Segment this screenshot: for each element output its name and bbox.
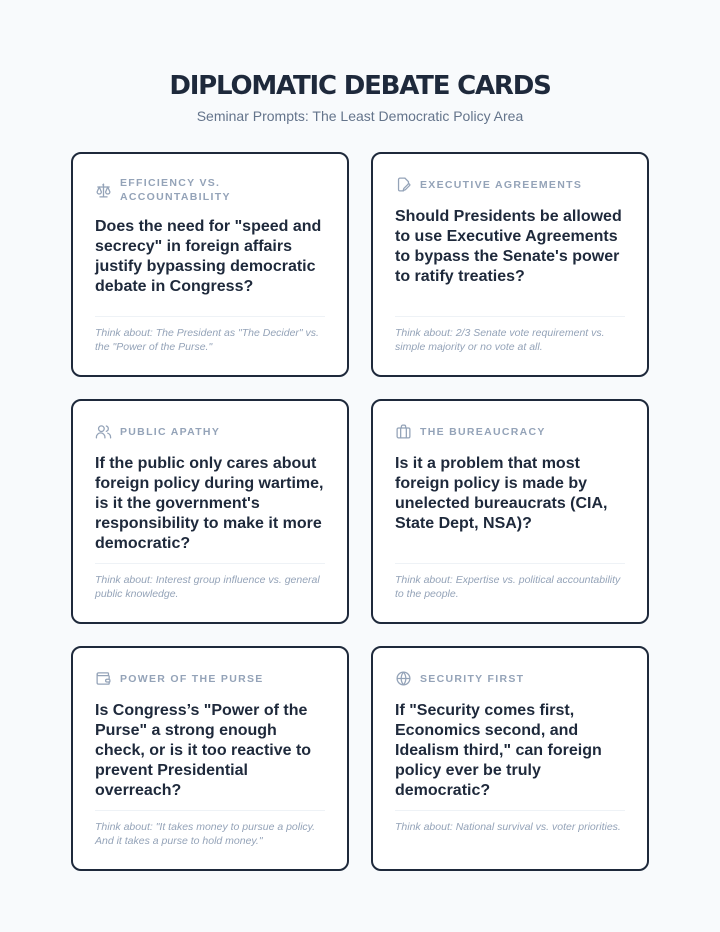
globe-icon	[395, 670, 412, 687]
card-question: If "Security comes first, Economics second, and Idealism third," can foreign policy ever be truly democratic?	[395, 702, 602, 799]
debate-card-public-apathy	[71, 399, 349, 624]
header	[0, 70, 720, 126]
card-header	[395, 423, 625, 440]
debate-card-security-first	[371, 646, 649, 871]
debate-card-bureaucracy	[371, 399, 649, 624]
card-question: Is it a problem that most foreign policy is made by unelected bureaucrats (CIA, State Dept, NSA)?	[395, 455, 608, 532]
card-header	[95, 176, 325, 204]
card-divider	[95, 563, 325, 564]
card-grid	[71, 152, 649, 871]
card-label: SECURITY FIRST	[420, 672, 525, 685]
card-divider	[395, 316, 625, 317]
card-divider	[95, 810, 325, 811]
debate-card-efficiency	[71, 152, 349, 377]
card-divider	[95, 316, 325, 317]
card-header	[395, 670, 625, 687]
page-subtitle: Seminar Prompts: The Least Democratic Policy Area	[196, 108, 524, 124]
card-label: POWER OF THE PURSE	[120, 672, 264, 685]
document-edit-icon	[395, 176, 412, 193]
briefcase-icon	[395, 423, 412, 440]
card-hint: Think about: 2/3 Senate vote requirement vs. simple majority or no vote at all.	[395, 327, 605, 353]
card-header	[395, 176, 625, 193]
card-header	[95, 670, 325, 687]
scale-icon	[95, 182, 112, 199]
card-divider	[395, 563, 625, 564]
debate-card-executive-agreements	[371, 152, 649, 377]
card-question: If the public only cares about foreign policy during wartime, is it the government's responsibility to make it more democratic?	[95, 455, 324, 552]
card-hint: Think about: "It takes money to pursue a policy. And it takes a purse to hold money."	[95, 821, 316, 847]
card-label: THE BUREAUCRACY	[420, 425, 546, 438]
wallet-icon	[95, 670, 112, 687]
card-divider	[395, 810, 625, 811]
card-label: PUBLIC APATHY	[120, 425, 221, 438]
page-title: DIPLOMATIC DEBATE CARDS	[169, 71, 551, 101]
card-question: Does the need for "speed and secrecy" in foreign affairs justify bypassing democratic debate in Congress?	[95, 218, 322, 295]
card-header	[95, 423, 325, 440]
card-label: EXECUTIVE AGREEMENTS	[420, 178, 583, 191]
card-label: EFFICIENCY VS. ACCOUNTABILITY	[120, 177, 231, 203]
card-hint: Think about: The President as "The Decider" vs. the "Power of the Purse."	[95, 327, 319, 353]
users-icon	[95, 423, 112, 440]
debate-card-power-of-the-purse	[71, 646, 349, 871]
card-hint: Think about: Expertise vs. political accountability to the people.	[395, 574, 621, 600]
card-hint: Think about: National survival vs. voter priorities.	[395, 821, 621, 833]
card-question: Should Presidents be allowed to use Executive Agreements to bypass the Senate's power to ratify treaties?	[395, 208, 622, 285]
card-question: Is Congress’s "Power of the Purse" a strong enough check, or is it too reactive to prevent Presidential overreach?	[95, 702, 312, 799]
card-hint: Think about: Interest group influence vs. general public knowledge.	[95, 574, 320, 600]
